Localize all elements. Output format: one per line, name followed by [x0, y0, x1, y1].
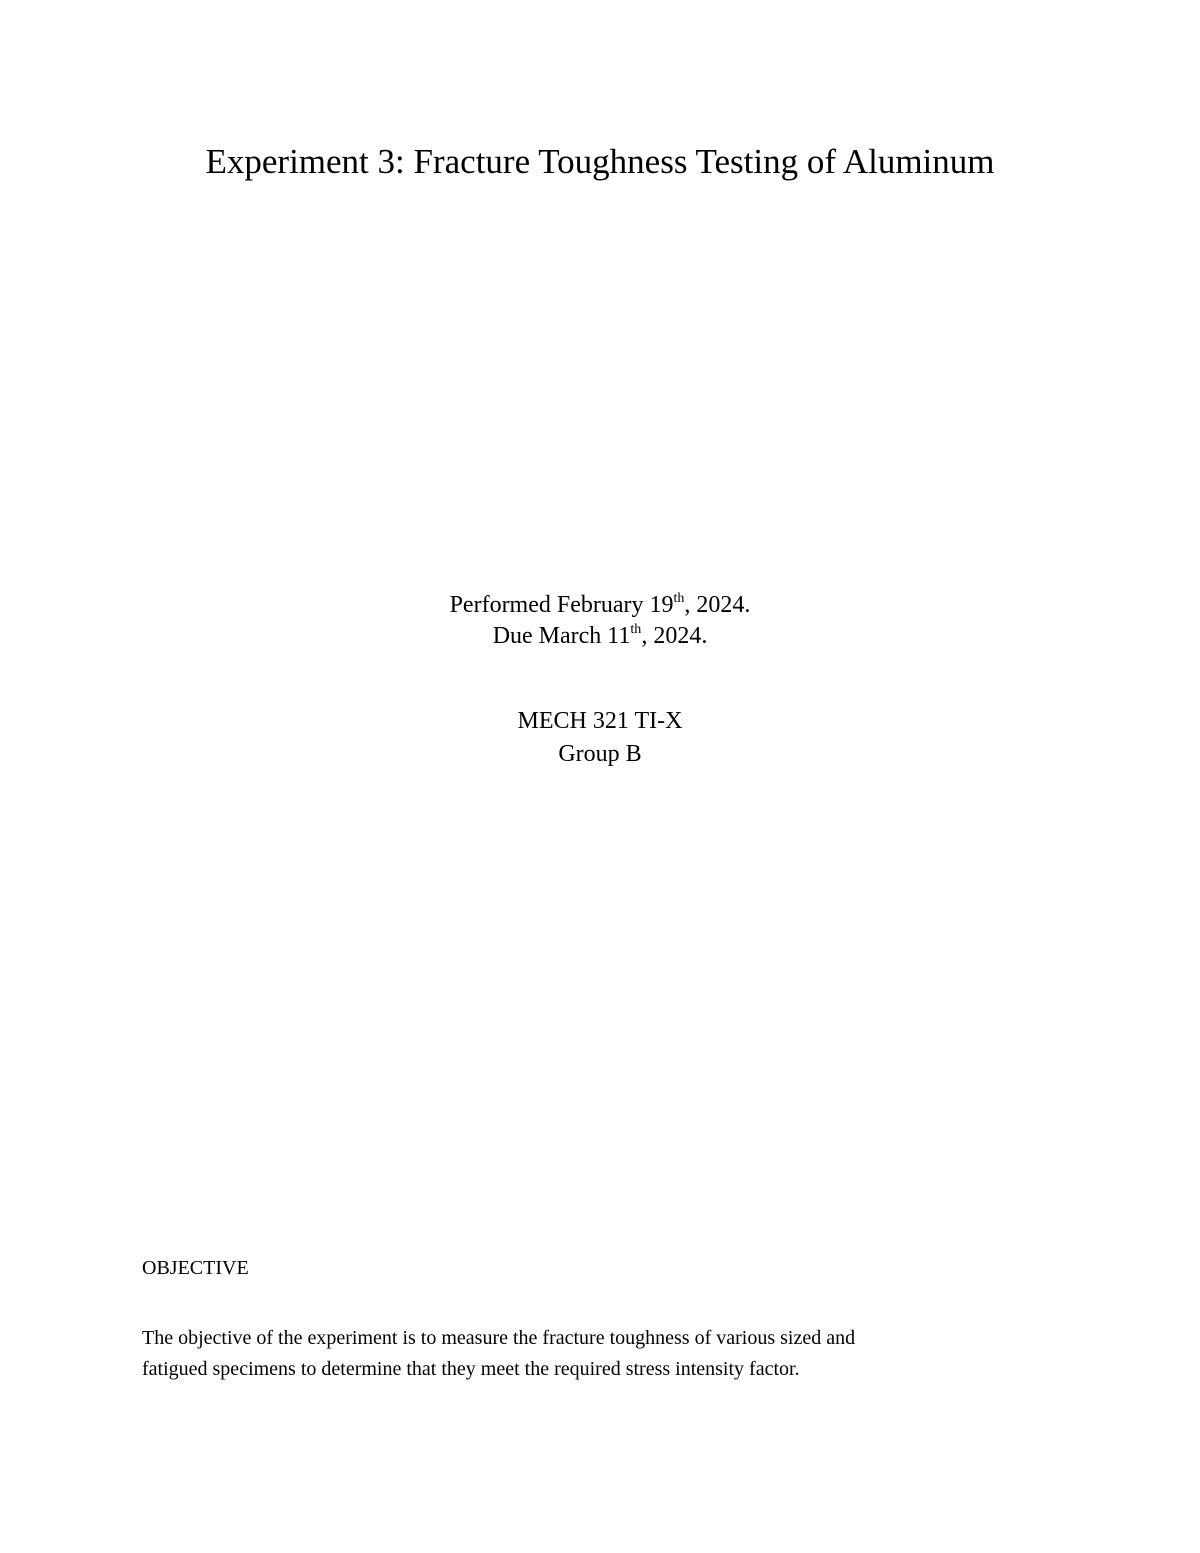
due-date: [0, 621, 1200, 651]
performed-date-year: , 2024.: [684, 592, 751, 618]
due-date-ordinal: th: [630, 622, 642, 637]
performed-date-ordinal: th: [673, 591, 685, 606]
performed-date: [0, 590, 1200, 620]
document-title: Experiment 3: Fracture Toughness Testing of Aluminum: [205, 142, 995, 181]
objective-line-1: The objective of the experiment is to measure the fracture toughness of various sized and: [142, 1327, 856, 1349]
objective-paragraph: [142, 1323, 1022, 1385]
due-date-year: , 2024.: [641, 623, 708, 649]
objective-line-2: fatigued specimens to determine that they meet the required stress intensity factor.: [142, 1358, 800, 1380]
group-name: Group B: [558, 741, 642, 767]
objective-heading: OBJECTIVE: [142, 1257, 249, 1279]
performed-date-text: Performed February 19: [449, 592, 674, 618]
course-code: MECH 321 TI-X: [517, 708, 683, 734]
due-date-text: Due March 11: [492, 623, 631, 649]
